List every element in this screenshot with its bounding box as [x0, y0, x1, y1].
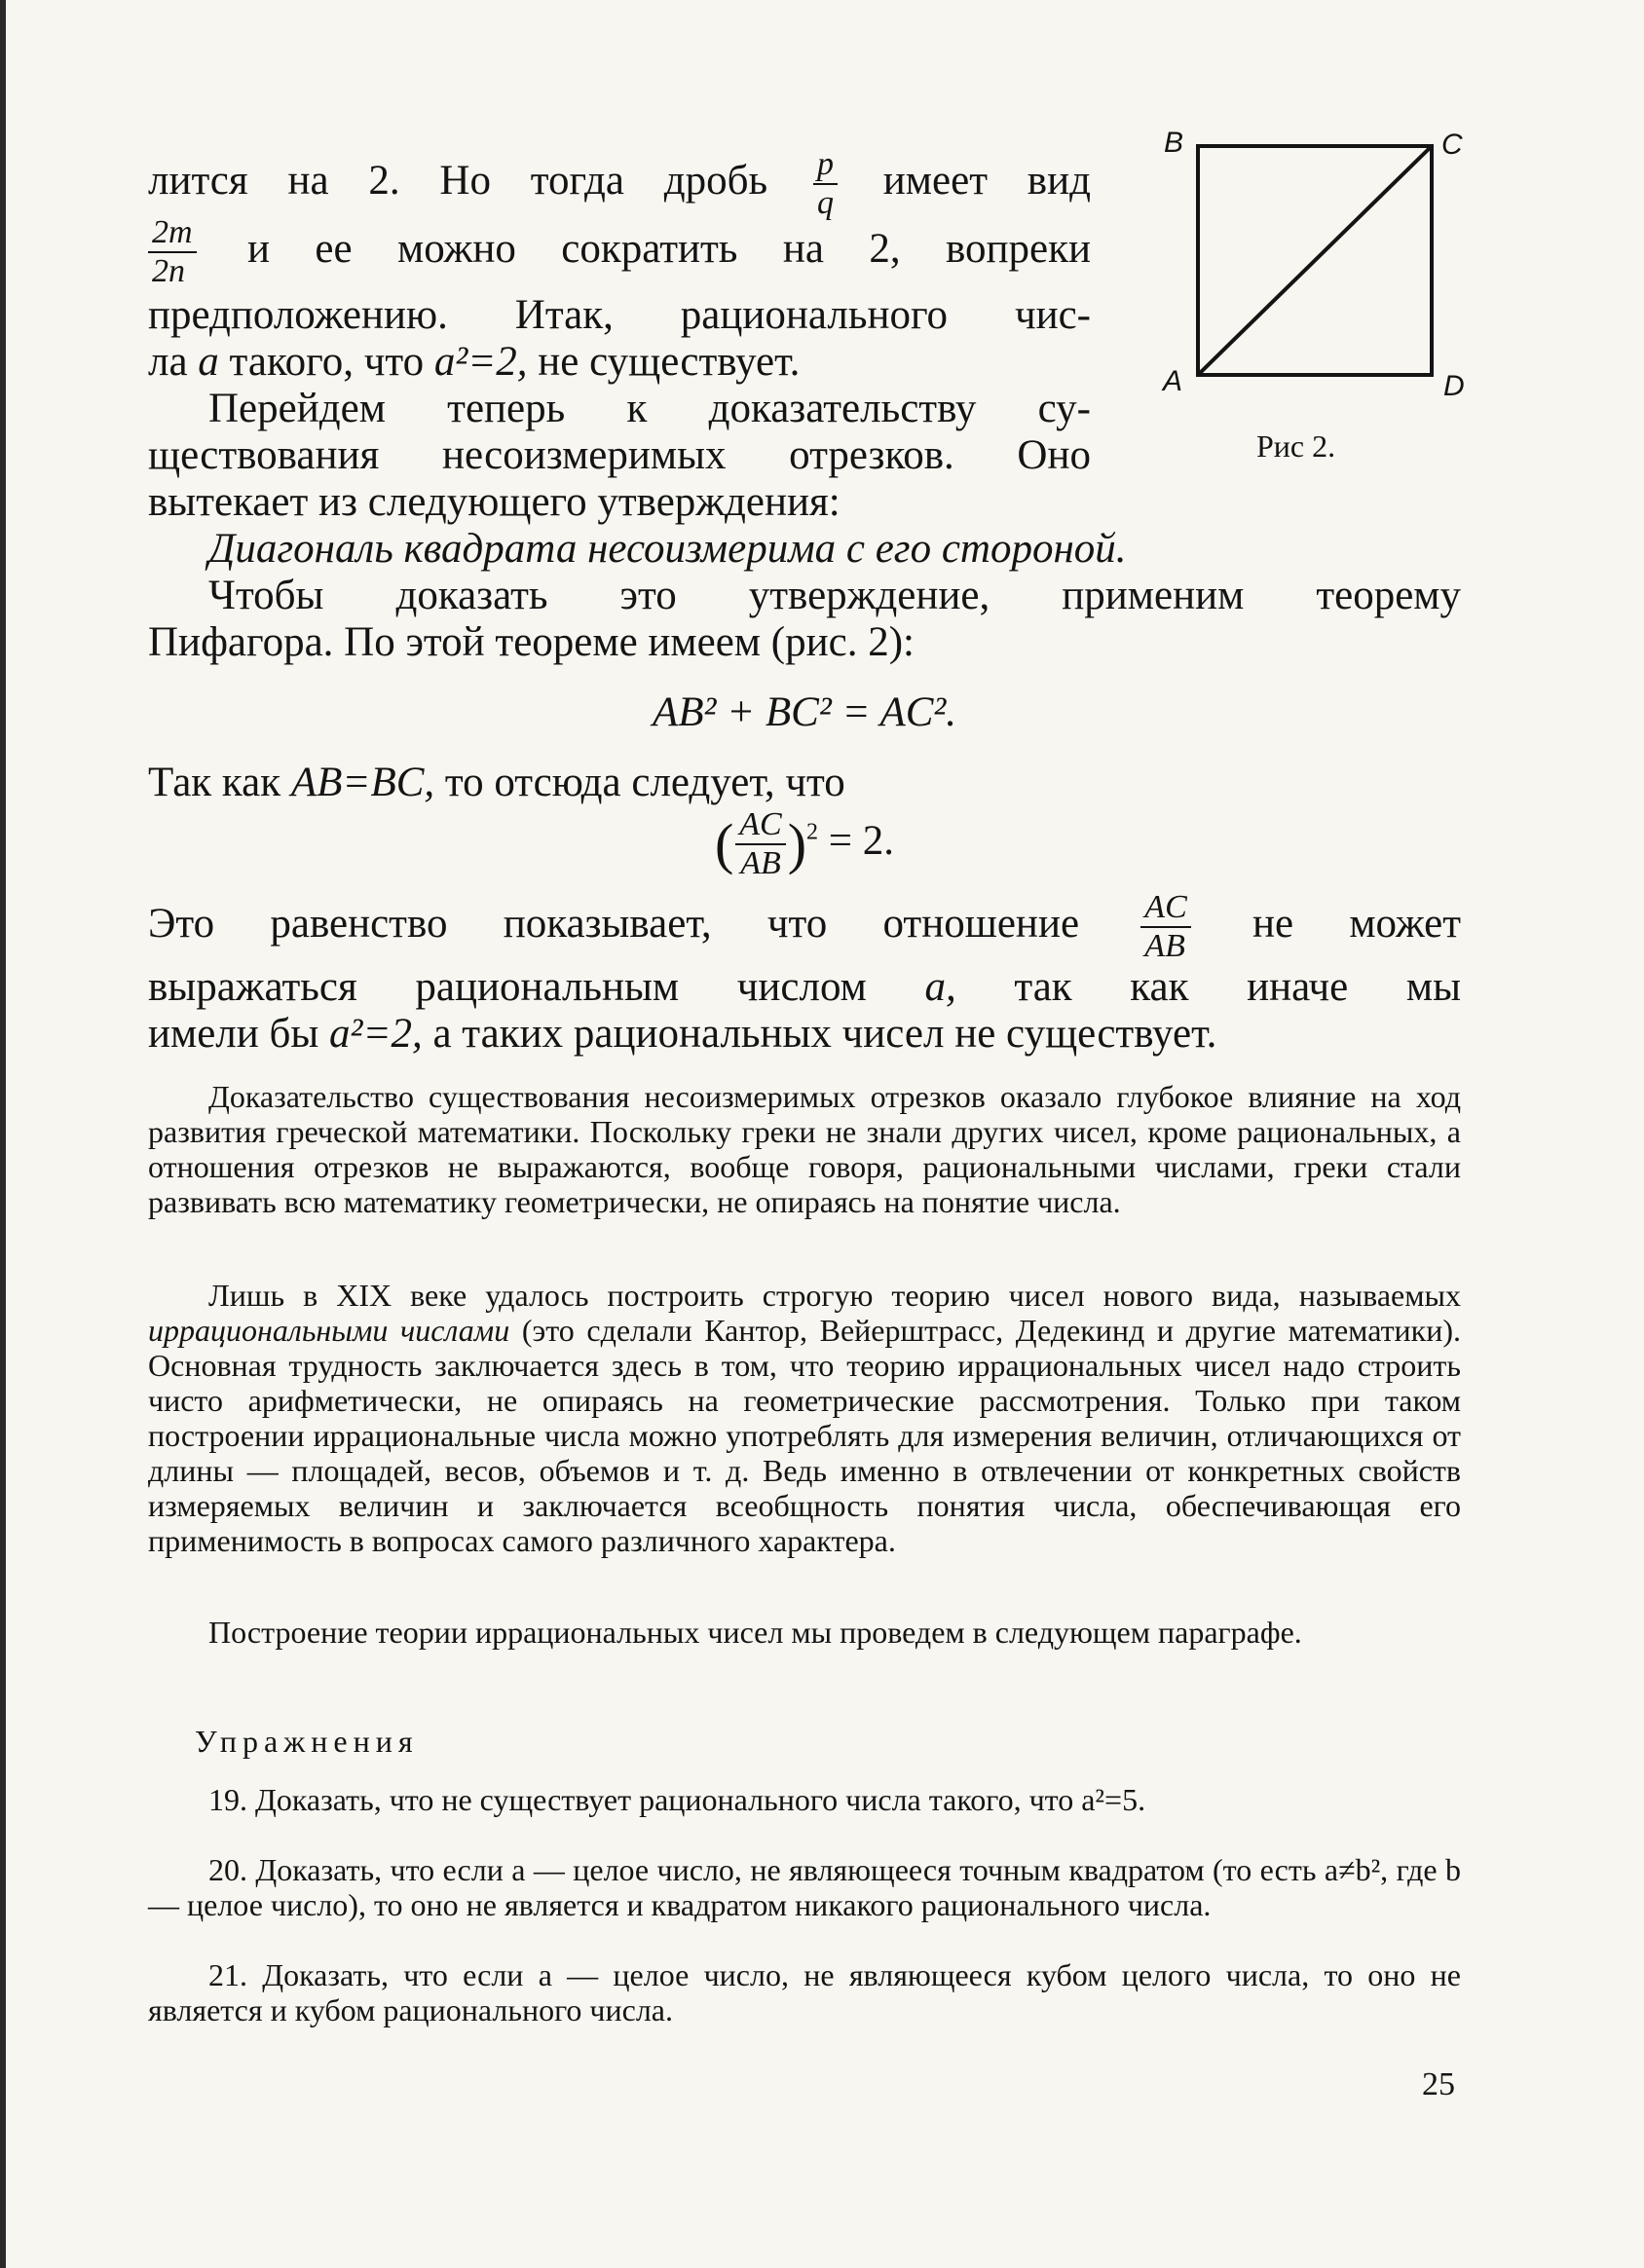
text-line-4: ла a такого, что a²=2, не существует. [148, 339, 801, 385]
label-b: B [1164, 127, 1184, 159]
page-number: 25 [1422, 2066, 1455, 2102]
para2-line-2: Пифагора. По этой теореме имеем (рис. 2): [148, 619, 915, 665]
para3-line-2: выражаться рациональным числом a, так как иначе мы [148, 964, 1461, 1010]
para3-line-3: имели бы a²=2, а таких рациональных чисел не существует. [148, 1011, 1217, 1057]
small-paragraph-3: Построение теории иррациональных чисел мы проведем в следующем параграфе. [208, 1615, 1302, 1650]
label-a: A [1163, 365, 1183, 397]
formula-ratio: ( $\frac{AC}{AB}$ )$^2$ = 2. [714, 806, 895, 881]
square-diagram [1149, 127, 1480, 399]
label-c: C [1441, 129, 1463, 161]
formula-pythagoras: AB² + BC² = AC². [652, 689, 957, 735]
figure-caption: Рис 2. [1256, 428, 1336, 464]
theorem-statement: Диагональ квадрата несоизмерима с его стороной. [208, 526, 1127, 572]
para2-line-1: Чтобы доказать это утверждение, применим теорему [208, 573, 1461, 618]
exercise-21: 21. Доказать, что если a — целое число, не являющееся кубом целого числа, то оно не является и кубом рационального числа. [148, 1957, 1461, 2027]
diagonal-line [1198, 146, 1432, 375]
text-line-5: Перейдем теперь к доказательству су- [208, 386, 1091, 431]
label-d: D [1443, 370, 1465, 402]
para3-line-1: Это равенство показывает, что отношение $\frac{AC}{AB}$ не может [148, 889, 1462, 964]
exercise-20: 20. Доказать, что если a — целое число, не являющееся точным квадратом (то есть a≠b², где b — целое число), то оно не является и квадратом никакого рационального числа. [148, 1852, 1461, 1922]
page-edge [0, 0, 6, 2268]
small-paragraph-2: Лишь в XIX веке удалось построить строгую теорию чисел нового вида, называемых иррациональными числами (это сделали Кантор, Вейерштрасс, Дедекинд и другие математики). Основная трудность заключается здесь в том, что теорию иррациональных чисел надо строить чисто арифметически, не опираясь на геометрические рассмотрения. Только при таком построении иррациональные числа можно употреблять для измерения величин, отличающихся от длины — площадей, весов, объемов и т. д. Ведь именно в отвлечении от конкретных свойств измеряемых величин и заключается всеобщность понятия числа, обеспечивающая его применимость в вопросах самого различного характера. [148, 1278, 1462, 1558]
figure-square [1149, 127, 1480, 477]
so-line: Так как AB=BC, то отсюда следует, что [148, 760, 845, 805]
exercises-heading: Упражнения [195, 1724, 419, 1759]
exercise-19: 19. Доказать, что не существует рационального числа такого, что a²=5. [208, 1782, 1146, 1817]
text-line-7: вытекает из следующего утверждения: [148, 479, 841, 525]
text-line-6: ществования несоизмеримых отрезков. Оно [148, 432, 1091, 478]
small-paragraph-1: Доказательство существования несоизмеримых отрезков оказало глубокое влияние на ход развития греческой математики. Поскольку греки не знали других чисел, кроме рациональных, а отношения отрезков не выражаются, вообще говоря, рациональными числами, греки стали развивать всю математику геометрически, не опираясь на понятие числа. [148, 1079, 1461, 1219]
text-line-3: предположению. Итак, рационального чис- [148, 292, 1091, 338]
text-line-1: лится на 2. Но тогда дробь $\frac{p}{q}$ имеет вид [148, 146, 1091, 221]
text-line-2: $\frac{2m}{2n}$ и ее можно сократить на 2, вопреки [148, 216, 1091, 288]
